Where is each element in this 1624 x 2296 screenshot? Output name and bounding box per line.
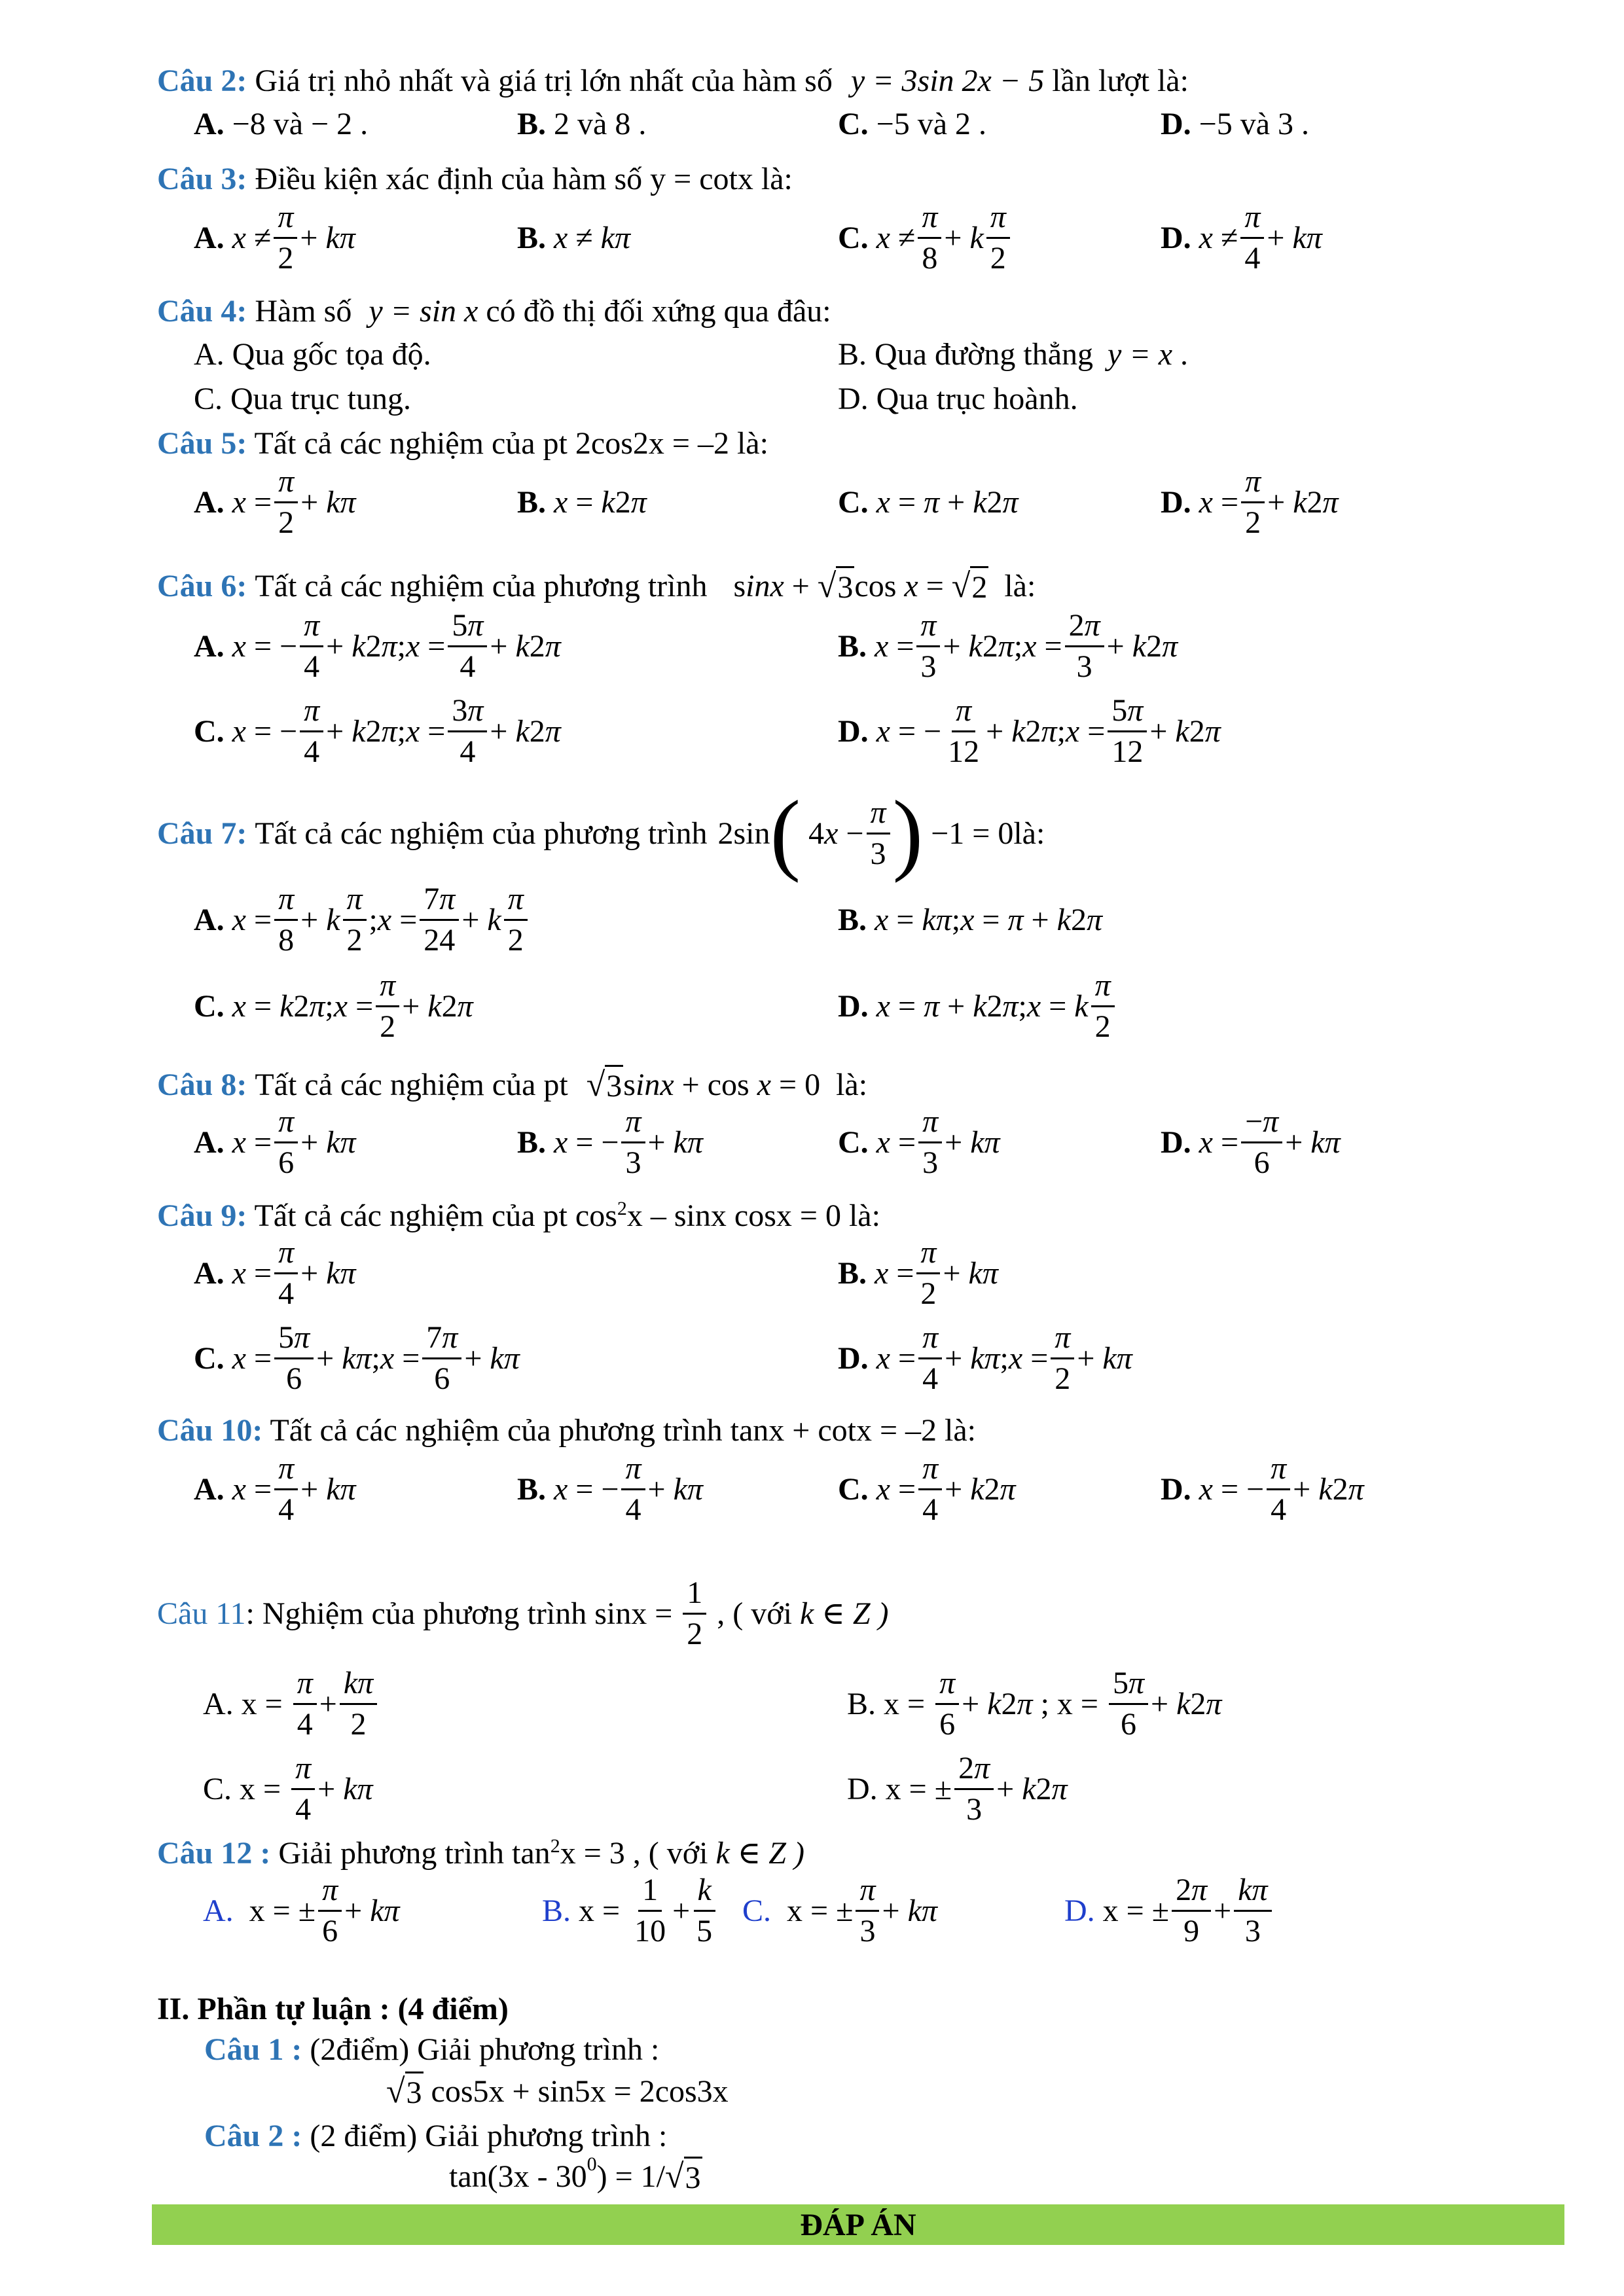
q7-line: Câu 7: Tất cả các nghiệm của phương trình 2sin ( 4 x − $\frac{\pi}{3}$ ) −1 = 0 là: xyxy=(157,782,1045,884)
q11-line: Câu 11 : Nghiệm của phương trình sinx = $\frac{1}{2}$ , ( với k ∈ Z ) xyxy=(157,1575,889,1651)
answer-bar-label: ĐÁP ÁN xyxy=(800,2207,916,2242)
q6-line: Câu 6: Tất cả các nghiệm của phương trình s inx + √ 3 cos x = √ 2 là: xyxy=(157,567,1036,605)
q9-opt-a: A. x = $\frac{\pi}{4}$ + kπ xyxy=(194,1234,356,1311)
q5-opt-c: C. x = π + k 2 π xyxy=(838,484,1019,520)
q2-text: Giá trị nhỏ nhất và giá trị lớn nhất của hàm số xyxy=(255,63,833,98)
q3-label: Câu 3: xyxy=(157,162,247,196)
q2-opt-a: A. −8 và − 2 . xyxy=(194,107,369,141)
q8-opt-a: A. x = $\frac{\pi}{6}$ + kπ xyxy=(194,1103,356,1180)
q8-line: Câu 8: Tất cả các nghiệm của pt √ 3 s inx + cos x = 0 là: xyxy=(157,1066,868,1103)
q4-opt-a: A. Qua gốc tọa độ. xyxy=(194,337,431,372)
q7-opt-c: C. x = k 2 π ; x = $\frac{\pi}{2}$ + k 2 π xyxy=(194,967,473,1044)
q7-opt-b: B. x = kπ ; x = π + k 2 π xyxy=(838,902,1102,937)
q11-opt-a: A. x = $\frac{\pi}{4}$ + $\frac{k\pi}{2}$ xyxy=(203,1668,380,1740)
q4-opt-b: B. Qua đường thẳng y = x . xyxy=(838,337,1189,372)
part2-c2: Câu 2 : (2 điểm) Giải phương trình : xyxy=(204,2119,668,2153)
q12-opt-d: D. x = ± $\frac{2\pi}{9}$ + $\frac{k\pi}{3}$ xyxy=(1064,1874,1274,1946)
q5-opt-a: A. x = $\frac{\pi}{2}$ + kπ xyxy=(194,463,356,540)
q3-opt-c: C. x ≠ $\frac{\pi}{8}$ + k $\frac{\pi}{2}$ xyxy=(838,202,1013,274)
q4-line: Câu 4: Hàm số y = sin x có đồ thị đối xứng qua đâu: xyxy=(157,294,831,329)
q3-opt-a: A. x ≠ $\frac{\pi}{2}$ + kπ xyxy=(194,199,355,276)
q5-opt-b: B. x = k 2 π xyxy=(517,484,647,520)
q2-opt-b: B. 2 và 8 . xyxy=(517,107,647,141)
q9-opt-d: D. x = $\frac{\pi}{4}$ + kπ ; x = $\frac{\pi}{2}$ + kπ xyxy=(838,1319,1132,1396)
q3-opt-d: D. x ≠ $\frac{\pi}{4}$ + kπ xyxy=(1161,199,1322,276)
q3-opt-b: B. x ≠ kπ xyxy=(517,220,631,255)
part2-c1-eq: √ 3 cos5x + sin5x = 2cos3x xyxy=(386,2073,729,2110)
q9-opt-c: C. x = $\frac{5\pi}{6}$ + kπ ; x = $\frac{7\pi}{6}$ + kπ xyxy=(194,1319,520,1396)
q12-opt-c: C. x = ± $\frac{\pi}{3}$ + kπ xyxy=(742,1872,937,1948)
q8-opt-c: C. x = $\frac{\pi}{3}$ + kπ xyxy=(838,1103,1000,1180)
answer-bar xyxy=(152,2204,1564,2245)
q2-opt-c: C. −5 và 2 . xyxy=(838,107,987,141)
q12-opt-b: B. x = $\frac{1}{10}$ + $\frac{k}{5}$ xyxy=(542,1874,719,1946)
q10-opt-b: B. x = − $\frac{\pi}{4}$ + kπ xyxy=(517,1450,703,1527)
q2-opt-d: D. −5 và 3 . xyxy=(1161,107,1310,141)
q4-opt-d: D. Qua trục hoành. xyxy=(838,382,1078,416)
q6-opt-d: D. x = − $\frac{\pi}{12}$ + k 2 π ; x = $\frac{5\pi}{12}$ + k 2 π xyxy=(838,692,1221,769)
q2-line xyxy=(157,65,1189,97)
q6-opt-a: A. x = − $\frac{\pi}{4}$ + k 2 π ; x = $\frac{5\pi}{4}$ + k 2 π xyxy=(194,607,561,684)
q11-opt-d: D. x = ± $\frac{2\pi}{3}$ + k 2 π xyxy=(847,1750,1068,1827)
q5-opt-d: D. x = $\frac{\pi}{2}$ + k 2 π xyxy=(1161,463,1339,540)
q10-opt-c: C. x = $\frac{\pi}{4}$ + k 2 π xyxy=(838,1450,1016,1527)
q10-line: Câu 10: Tất cả các nghiệm của phương trình tanx + cotx = –2 là: xyxy=(157,1413,977,1448)
q8-opt-d: D. x = $\frac{-\pi}{6}$ + kπ xyxy=(1161,1103,1341,1180)
q7-opt-d: D. x = π + k 2 π ; x = k $\frac{\pi}{2}$ xyxy=(838,970,1117,1042)
q12-line: Câu 12 : Giải phương trình $\tan^2x = 3$ , ( với k ∈ Z ) xyxy=(157,1835,804,1871)
q9-line: Câu 9: Tất cả các nghiệm của pt $\cos^2x$ – sinx cosx = 0 là: xyxy=(157,1198,880,1233)
q5-line: Câu 5: Tất cả các nghiệm của pt 2cos2x = –2 là: xyxy=(157,426,768,461)
q8-opt-b: B. x = − $\frac{\pi}{3}$ + kπ xyxy=(517,1103,703,1180)
q3-text: Điều kiện xác định của hàm số y = cotx là: xyxy=(255,162,793,196)
q10-opt-d: D. x = − $\frac{\pi}{4}$ + k 2 π xyxy=(1161,1450,1364,1527)
q11-opt-c: C. x = $\frac{\pi}{4}$ + kπ xyxy=(203,1750,373,1827)
part2-c1: Câu 1 : (2điểm) Giải phương trình : xyxy=(204,2032,660,2067)
q2-tail: lần lượt là: xyxy=(1052,63,1189,98)
part2-c2-eq: tan(3x - 30 $^0$ ) = 1/ √ 3 xyxy=(449,2153,701,2195)
q2-formula: y = 3sin 2x − 5 xyxy=(850,63,1045,98)
q10-opt-a: A. x = $\frac{\pi}{4}$ + kπ xyxy=(194,1450,356,1527)
q9-opt-b: B. x = $\frac{\pi}{2}$ + kπ xyxy=(838,1234,998,1311)
part2-heading: II. Phần tự luận : (4 điểm) xyxy=(157,1992,509,2026)
q11-opt-b: B. x = $\frac{\pi}{6}$ + k 2 π ; x = $\frac{5\pi}{6}$ + k 2 π xyxy=(847,1665,1222,1742)
q7-opt-a: A. x = $\frac{\pi}{8}$ + k $\frac{\pi}{2}$ ; x = $\frac{7\pi}{24}$ + k $\frac{\pi}{2}$ xyxy=(194,884,530,956)
q2-label: Câu 2: xyxy=(157,63,247,98)
q12-opt-a: A. x = ± $\frac{\pi}{6}$ + kπ xyxy=(203,1872,400,1948)
q3-line xyxy=(157,164,793,195)
q6-opt-b: B. x = $\frac{\pi}{3}$ + k 2 π ; x = $\frac{2\pi}{3}$ + k 2 π xyxy=(838,607,1178,684)
q6-opt-c: C. x = − $\frac{\pi}{4}$ + k 2 π ; x = $\frac{3\pi}{4}$ + k 2 π xyxy=(194,692,561,769)
q4-opt-c: C. Qua trục tung. xyxy=(194,382,411,416)
